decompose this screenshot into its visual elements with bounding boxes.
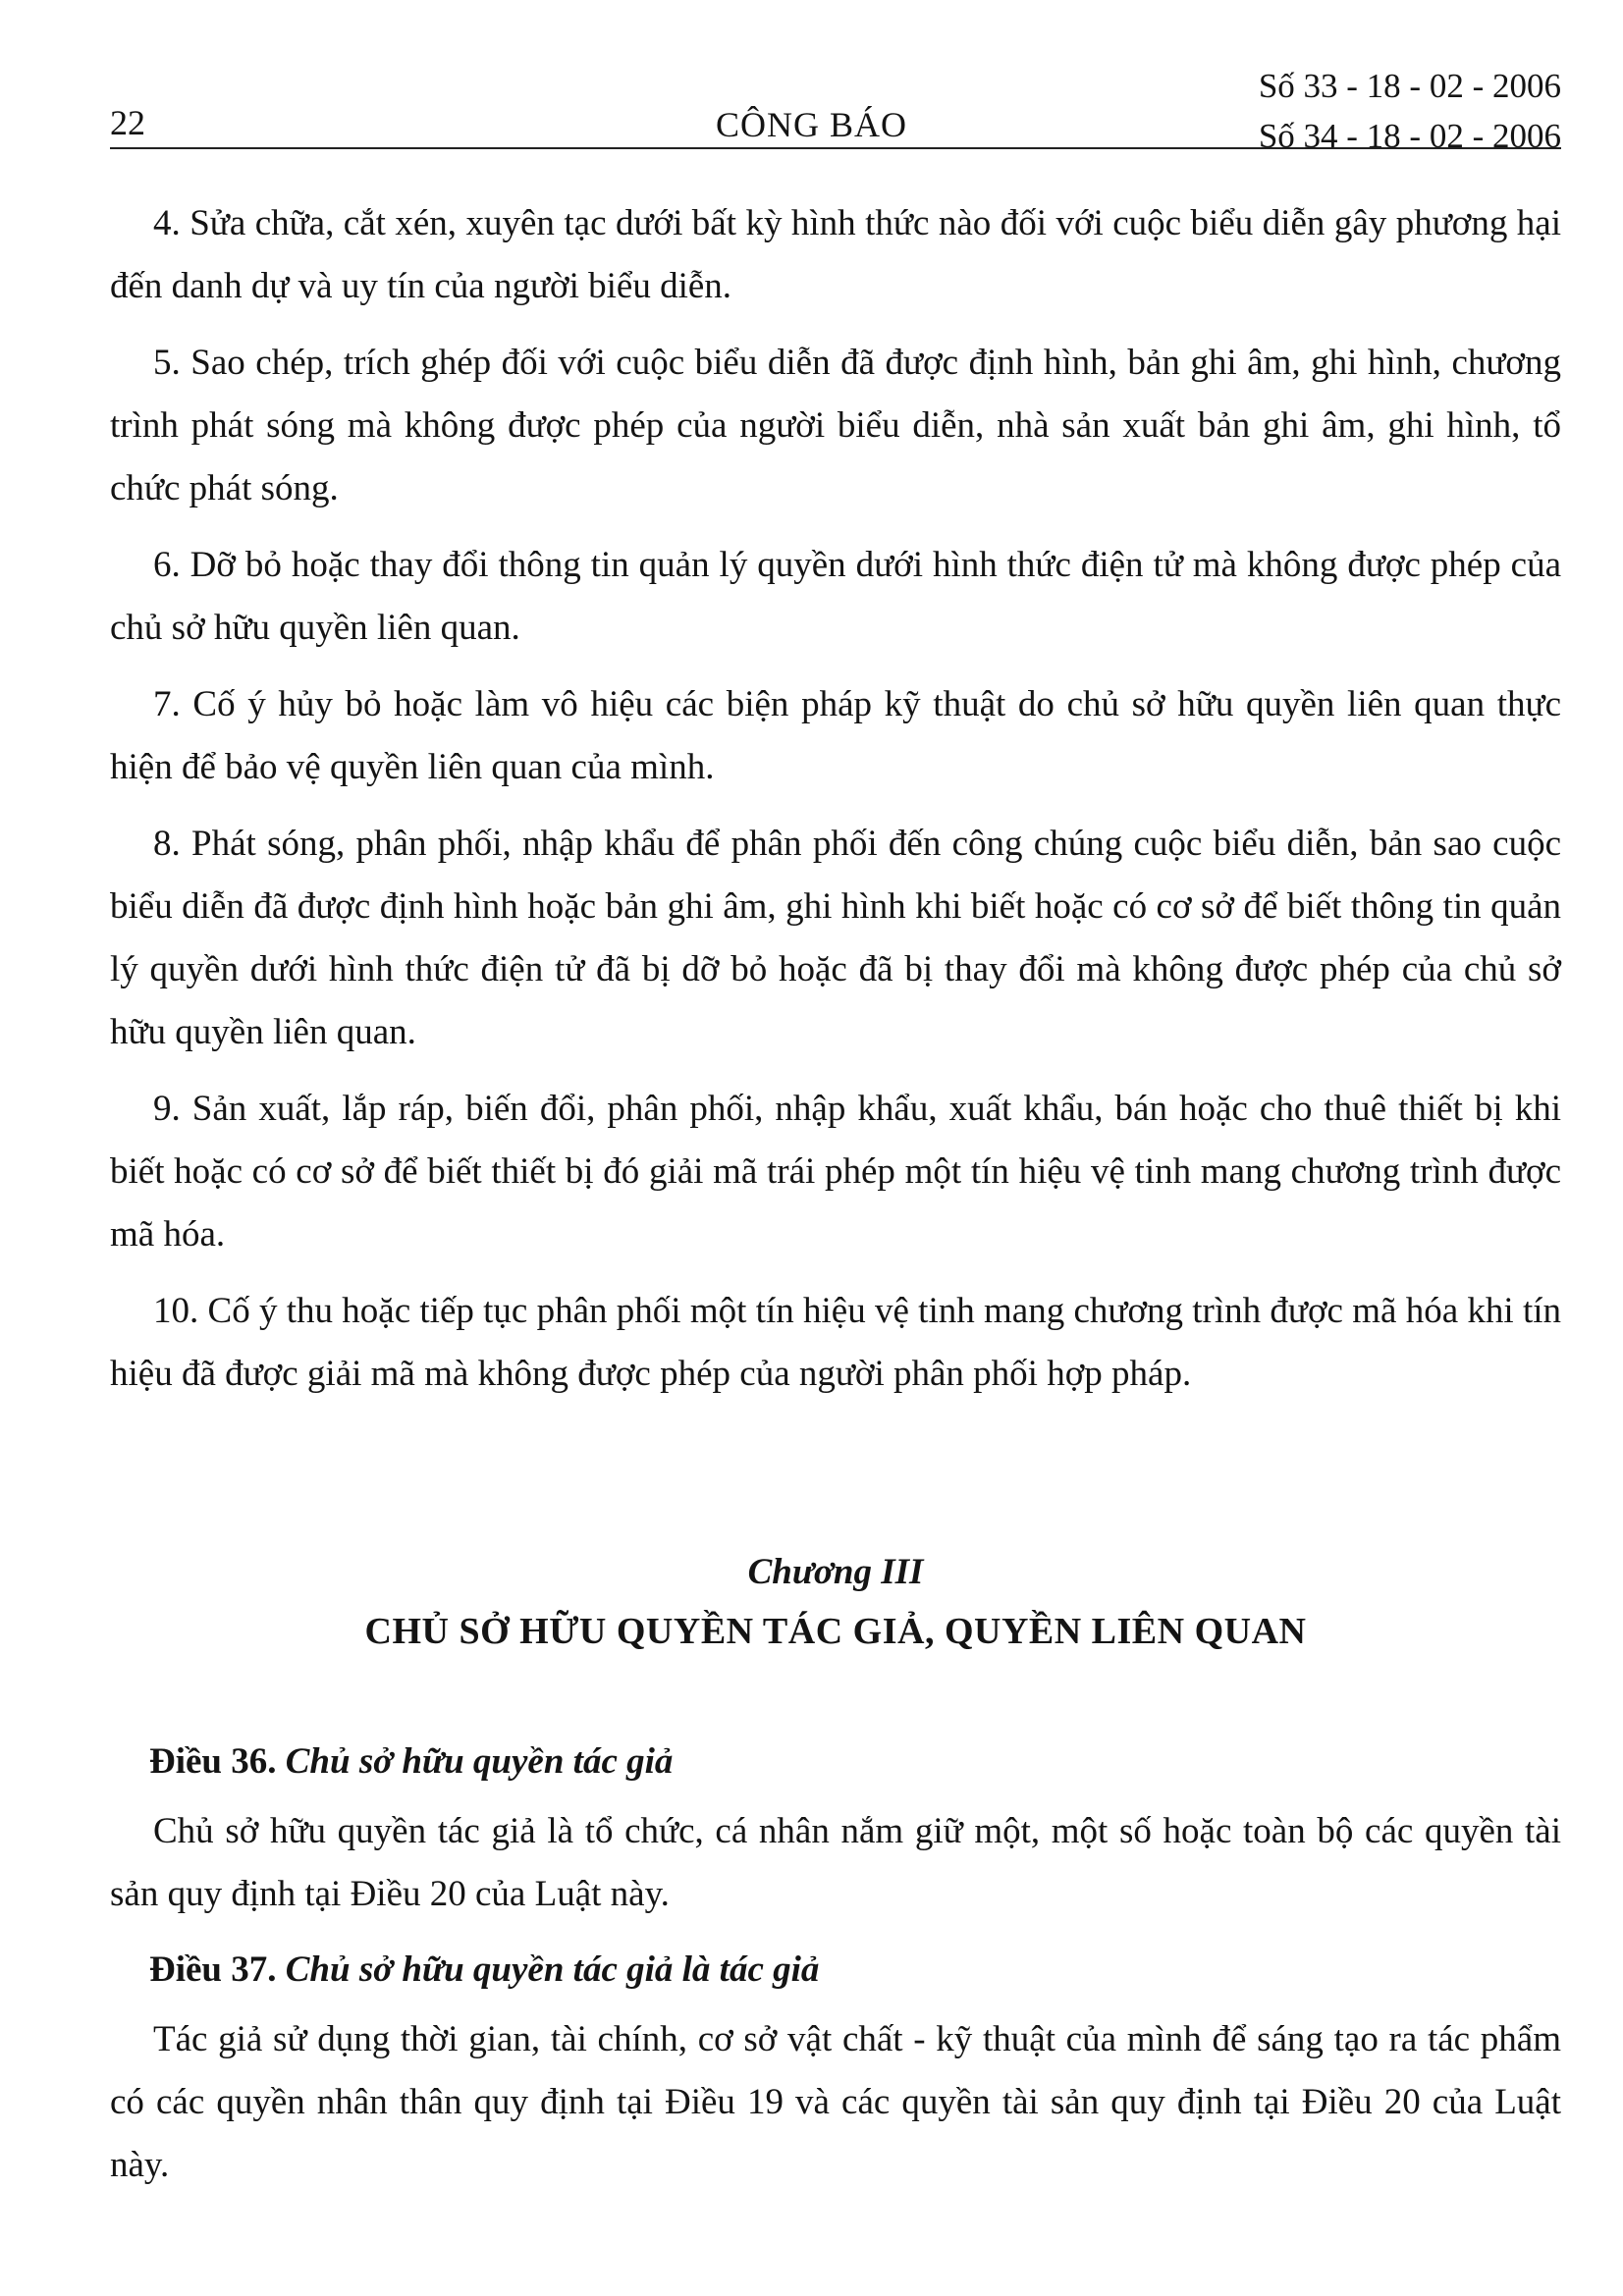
chapter-title: CHỦ SỞ HỮU QUYỀN TÁC GIẢ, QUYỀN LIÊN QUAN: [364, 1611, 1307, 1652]
gazette-title: CÔNG BÁO: [715, 105, 907, 144]
article-36-number: Điều 36.: [149, 1741, 277, 1782]
issue-numbers: [1259, 61, 1561, 161]
page-number: 22: [110, 103, 145, 142]
chapter-number: Chương III: [747, 1552, 924, 1592]
page-body: [110, 192, 1561, 2211]
article-36-title: Chủ sở hữu quyền tác giả: [285, 1741, 674, 1782]
article-36-body: Chủ sở hữu quyền tác giả là tổ chức, cá nhân nắm giữ một, một số hoặc toàn bộ các quyền tài sản quy định tại Điều 20 của Luật này.: [110, 1811, 1561, 1914]
clause-10: 10. Cố ý thu hoặc tiếp tục phân phối một tín hiệu vệ tinh mang chương trình được mã hóa khi tín hiệu đã được giải mã mà không được phép của người phân phối hợp pháp.: [110, 1291, 1561, 1394]
header-divider: [110, 147, 1561, 149]
issue-number-33: Số 33 - 18 - 02 - 2006: [1258, 67, 1561, 105]
clause-6: 6. Dỡ bỏ hoặc thay đổi thông tin quản lý quyền dưới hình thức điện tử mà không được phép của chủ sở hữu quyền liên quan.: [110, 545, 1561, 648]
article-37-title: Chủ sở hữu quyền tác giả là tác giả: [285, 1949, 820, 1990]
clause-8: 8. Phát sóng, phân phối, nhập khẩu để phân phối đến công chúng cuộc biểu diễn, bản sao cuộc biểu diễn đã được định hình hoặc bản ghi âm, ghi hình khi biết hoặc có cơ sở để biết thông tin quản lý quyền dưới hình thức điện tử đã bị dỡ bỏ hoặc đã bị thay đổi mà không được phép của chủ sở hữu quyền liên quan.: [110, 824, 1561, 1052]
clause-4: 4. Sửa chữa, cắt xén, xuyên tạc dưới bất kỳ hình thức nào đối với cuộc biểu diễn gây phương hại đến danh dự và uy tín của người biểu diễn.: [110, 203, 1561, 306]
clause-5: 5. Sao chép, trích ghép đối với cuộc biểu diễn đã được định hình, bản ghi âm, ghi hình, chương trình phát sóng mà không được phép của người biểu diễn, nhà sản xuất bản ghi âm, ghi hình, tổ chức phát sóng.: [110, 343, 1561, 508]
article-36-heading: [110, 1732, 1561, 1792]
clause-9: 9. Sản xuất, lắp ráp, biến đổi, phân phối, nhập khẩu, xuất khẩu, bán hoặc cho thuê thiết bị khi biết hoặc có cơ sở để biết thiết bị đó giải mã trái phép một tín hiệu vệ tinh mang chương trình được mã hóa.: [110, 1089, 1561, 1255]
section-spacer: [110, 1419, 1561, 1545]
clause-7: 7. Cố ý hủy bỏ hoặc làm vô hiệu các biện pháp kỹ thuật do chủ sở hữu quyền liên quan thực hiện để bảo vệ quyền liên quan của mình.: [110, 684, 1561, 787]
article-37-body: Tác giả sử dụng thời gian, tài chính, cơ sở vật chất - kỹ thuật của mình để sáng tạo ra tác phẩm có các quyền nhân thân quy định tại Điều 19 và các quyền tài sản quy định tại Điều 20 của Luật này.: [110, 2019, 1561, 2185]
article-37-heading: [110, 1940, 1561, 2001]
article-37-number: Điều 37.: [149, 1949, 277, 1990]
issue-number-34: Số 34 - 18 - 02 - 2006: [1258, 117, 1561, 155]
